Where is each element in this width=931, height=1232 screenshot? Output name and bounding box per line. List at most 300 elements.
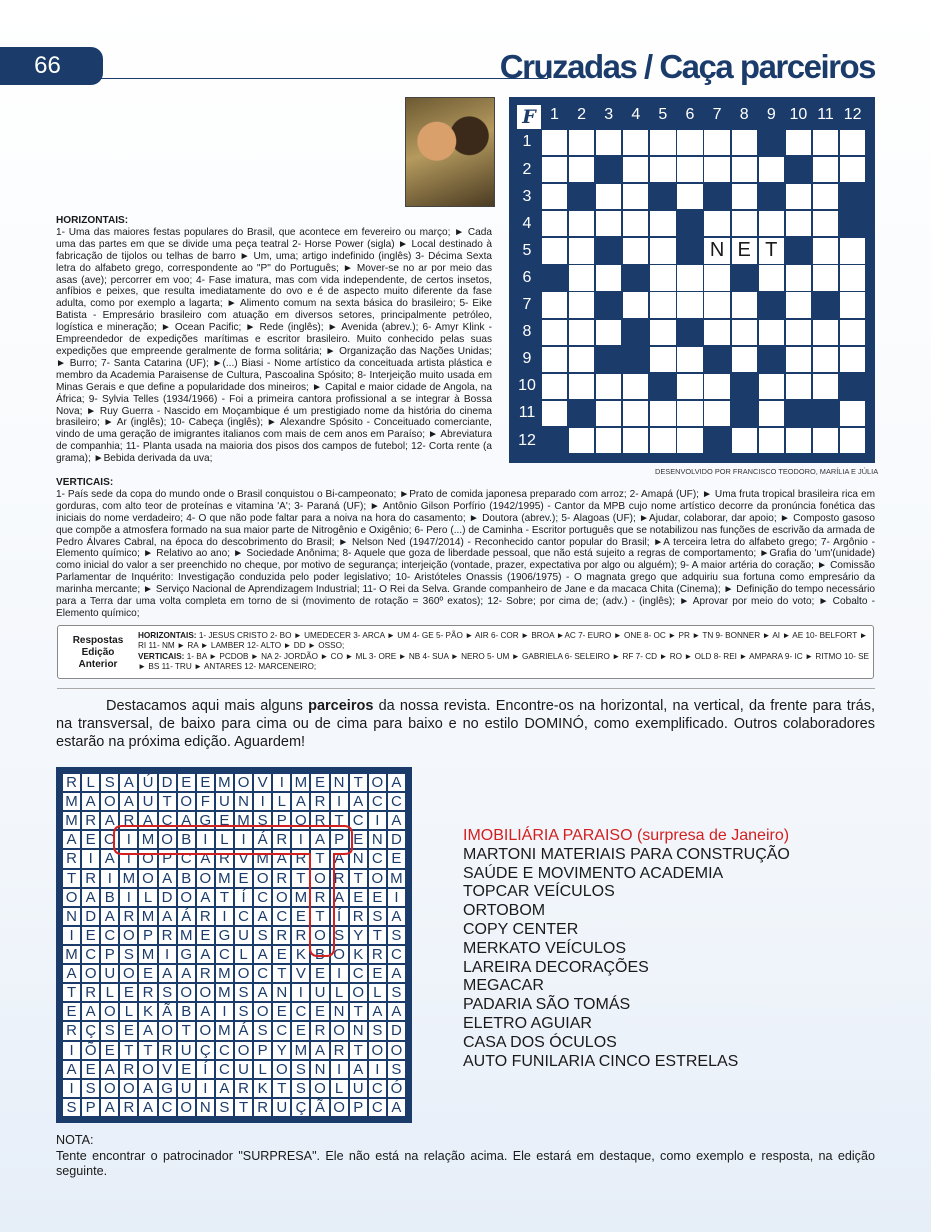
word-search-letter[interactable]: T: [349, 869, 368, 888]
crossword-cell[interactable]: [542, 238, 567, 263]
crossword-cell[interactable]: [650, 157, 675, 182]
word-search-letter[interactable]: R: [138, 983, 157, 1002]
word-search-letter[interactable]: O: [177, 1098, 196, 1117]
word-search-letter[interactable]: R: [310, 811, 329, 830]
crossword-cell[interactable]: [569, 374, 594, 399]
word-search-letter[interactable]: A: [177, 964, 196, 983]
word-search-letter[interactable]: M: [215, 869, 234, 888]
word-search-letter[interactable]: P: [349, 1098, 368, 1117]
word-search-letter[interactable]: A: [291, 792, 310, 811]
word-search-letter[interactable]: T: [138, 1041, 157, 1060]
word-search-letter[interactable]: G: [177, 945, 196, 964]
word-search-letter[interactable]: A: [196, 945, 215, 964]
word-search-letter[interactable]: T: [272, 964, 291, 983]
word-search-letter[interactable]: A: [387, 811, 406, 830]
word-search-letter[interactable]: M: [177, 926, 196, 945]
word-search-letter[interactable]: S: [215, 1098, 234, 1117]
word-search-letter[interactable]: Ú: [138, 773, 157, 792]
word-search-letter[interactable]: U: [234, 926, 253, 945]
word-search-letter[interactable]: U: [310, 983, 329, 1002]
word-search-letter[interactable]: M: [253, 849, 272, 868]
word-search-letter[interactable]: I: [330, 964, 349, 983]
word-search-letter[interactable]: O: [368, 1041, 387, 1060]
word-search-letter[interactable]: V: [291, 964, 310, 983]
word-search-letter[interactable]: Ç: [196, 1041, 215, 1060]
word-search-letter[interactable]: Ã: [310, 1098, 329, 1117]
word-search-letter[interactable]: A: [62, 830, 81, 849]
word-search-letter[interactable]: S: [368, 907, 387, 926]
crossword-cell[interactable]: [650, 320, 675, 345]
word-search-letter[interactable]: E: [349, 830, 368, 849]
word-search-letter[interactable]: R: [62, 773, 81, 792]
word-search-letter[interactable]: I: [291, 983, 310, 1002]
crossword-cell[interactable]: [786, 320, 811, 345]
word-search-letter[interactable]: E: [215, 811, 234, 830]
word-search-letter[interactable]: C: [368, 1098, 387, 1117]
word-search-letter[interactable]: R: [62, 849, 81, 868]
word-search-letter[interactable]: L: [100, 983, 119, 1002]
word-search-letter[interactable]: T: [349, 1002, 368, 1021]
word-search-letter[interactable]: A: [100, 849, 119, 868]
word-search-letter[interactable]: S: [253, 1021, 272, 1040]
word-search-letter[interactable]: T: [291, 869, 310, 888]
crossword-cell[interactable]: [732, 347, 757, 372]
word-search-letter[interactable]: S: [100, 773, 119, 792]
word-search-letter[interactable]: I: [234, 830, 253, 849]
word-search-letter[interactable]: A: [177, 811, 196, 830]
word-search-letter[interactable]: A: [138, 811, 157, 830]
crossword-cell[interactable]: [840, 238, 865, 263]
crossword-cell[interactable]: [623, 374, 648, 399]
word-search-letter[interactable]: S: [81, 1079, 100, 1098]
crossword-cell[interactable]: [650, 238, 675, 263]
word-search-letter[interactable]: R: [119, 907, 138, 926]
word-search-letter[interactable]: O: [368, 869, 387, 888]
word-search-letter[interactable]: A: [387, 907, 406, 926]
word-search-letter[interactable]: L: [330, 1079, 349, 1098]
crossword-cell[interactable]: [650, 292, 675, 317]
crossword-cell[interactable]: [623, 401, 648, 426]
word-search-letter[interactable]: Y: [272, 1041, 291, 1060]
word-search-letter[interactable]: A: [387, 964, 406, 983]
crossword-cell[interactable]: [813, 428, 838, 453]
word-search-letter[interactable]: C: [234, 907, 253, 926]
crossword-cell[interactable]: [650, 428, 675, 453]
word-search-letter[interactable]: C: [253, 888, 272, 907]
word-search-letter[interactable]: G: [158, 1079, 177, 1098]
word-search-letter[interactable]: B: [310, 945, 329, 964]
word-search-letter[interactable]: O: [310, 1079, 329, 1098]
word-search-letter[interactable]: O: [291, 811, 310, 830]
word-search-letter[interactable]: O: [368, 773, 387, 792]
word-search-letter[interactable]: N: [234, 792, 253, 811]
word-search-letter[interactable]: I: [330, 1060, 349, 1079]
word-search-letter[interactable]: A: [310, 830, 329, 849]
word-search-letter[interactable]: C: [81, 945, 100, 964]
word-search-letter[interactable]: A: [100, 811, 119, 830]
crossword-cell[interactable]: [759, 374, 784, 399]
word-search-letter[interactable]: R: [81, 869, 100, 888]
crossword-cell[interactable]: [542, 292, 567, 317]
word-search-letter[interactable]: A: [100, 907, 119, 926]
crossword-cell[interactable]: [732, 211, 757, 236]
crossword-cell[interactable]: [759, 211, 784, 236]
word-search-letter[interactable]: N: [272, 983, 291, 1002]
word-search-letter[interactable]: E: [368, 964, 387, 983]
word-search-letter[interactable]: E: [177, 1060, 196, 1079]
word-search-letter[interactable]: M: [387, 869, 406, 888]
word-search-letter[interactable]: I: [119, 830, 138, 849]
word-search-letter[interactable]: G: [196, 811, 215, 830]
crossword-cell[interactable]: [596, 428, 621, 453]
word-search-letter[interactable]: A: [62, 1060, 81, 1079]
word-search-letter[interactable]: A: [81, 792, 100, 811]
word-search-letter[interactable]: I: [387, 888, 406, 907]
word-search-letter[interactable]: E: [387, 849, 406, 868]
word-search-letter[interactable]: O: [158, 1021, 177, 1040]
word-search-letter[interactable]: E: [310, 964, 329, 983]
word-search-letter[interactable]: R: [291, 926, 310, 945]
crossword-cell[interactable]: [542, 130, 567, 155]
word-search-letter[interactable]: A: [158, 964, 177, 983]
word-search-letter[interactable]: O: [234, 1041, 253, 1060]
word-search-letter[interactable]: R: [291, 849, 310, 868]
word-search-letter[interactable]: R: [272, 869, 291, 888]
crossword-cell[interactable]: [623, 130, 648, 155]
word-search-letter[interactable]: U: [215, 792, 234, 811]
word-search-letter[interactable]: L: [330, 983, 349, 1002]
word-search-letter[interactable]: A: [253, 945, 272, 964]
word-search-letter[interactable]: O: [119, 1079, 138, 1098]
word-search-letter[interactable]: K: [253, 1079, 272, 1098]
word-search-letter[interactable]: K: [291, 945, 310, 964]
word-search-letter[interactable]: T: [158, 792, 177, 811]
word-search-letter[interactable]: S: [330, 926, 349, 945]
word-search-letter[interactable]: L: [138, 888, 157, 907]
crossword-cell[interactable]: [759, 401, 784, 426]
word-search-letter[interactable]: A: [387, 1002, 406, 1021]
crossword-cell[interactable]: [596, 184, 621, 209]
word-search-letter[interactable]: R: [119, 1060, 138, 1079]
crossword-cell[interactable]: [677, 347, 702, 372]
crossword-cell[interactable]: [813, 238, 838, 263]
word-search-letter[interactable]: O: [177, 983, 196, 1002]
word-search-letter[interactable]: Y: [349, 926, 368, 945]
crossword-cell[interactable]: [596, 401, 621, 426]
word-search-letter[interactable]: O: [234, 964, 253, 983]
word-search-letter[interactable]: T: [349, 1041, 368, 1060]
word-search-letter[interactable]: A: [196, 888, 215, 907]
word-search-letter[interactable]: I: [291, 830, 310, 849]
word-search-letter[interactable]: O: [196, 869, 215, 888]
crossword-cell[interactable]: [650, 265, 675, 290]
crossword-cell[interactable]: [677, 374, 702, 399]
word-search-letter[interactable]: S: [62, 1098, 81, 1117]
word-search-letter[interactable]: M: [62, 792, 81, 811]
crossword-cell[interactable]: [650, 211, 675, 236]
crossword-cell[interactable]: [840, 292, 865, 317]
crossword-cell[interactable]: [840, 265, 865, 290]
word-search-letter[interactable]: C: [177, 849, 196, 868]
crossword-cell[interactable]: [840, 347, 865, 372]
word-search-letter[interactable]: C: [368, 849, 387, 868]
crossword-cell[interactable]: [786, 347, 811, 372]
word-search-letter[interactable]: R: [196, 964, 215, 983]
word-search-letter[interactable]: I: [158, 945, 177, 964]
word-search-letter[interactable]: O: [100, 830, 119, 849]
word-search-letter[interactable]: S: [253, 926, 272, 945]
word-search-letter[interactable]: R: [349, 907, 368, 926]
crossword-cell[interactable]: [650, 130, 675, 155]
word-search-letter[interactable]: O: [253, 1002, 272, 1021]
word-search-letter[interactable]: S: [387, 1060, 406, 1079]
word-search-letter[interactable]: B: [177, 869, 196, 888]
word-search-letter[interactable]: O: [310, 869, 329, 888]
word-search-letter[interactable]: T: [62, 983, 81, 1002]
crossword-cell[interactable]: [786, 292, 811, 317]
word-search-letter[interactable]: A: [330, 849, 349, 868]
word-search-letter[interactable]: A: [81, 1002, 100, 1021]
word-search-letter[interactable]: C: [100, 926, 119, 945]
crossword-cell[interactable]: [704, 157, 729, 182]
word-search-letter[interactable]: G: [215, 926, 234, 945]
crossword-cell[interactable]: E: [732, 238, 757, 263]
word-search-letter[interactable]: C: [215, 1041, 234, 1060]
word-search-letter[interactable]: S: [291, 1060, 310, 1079]
word-search-letter[interactable]: A: [310, 1041, 329, 1060]
crossword-cell[interactable]: [623, 238, 648, 263]
word-search-letter[interactable]: S: [234, 983, 253, 1002]
word-search-letter[interactable]: R: [196, 907, 215, 926]
word-search-letter[interactable]: E: [81, 1060, 100, 1079]
word-search-letter[interactable]: A: [119, 792, 138, 811]
word-search-letter[interactable]: Õ: [81, 1041, 100, 1060]
word-search-letter[interactable]: M: [138, 830, 157, 849]
crossword-cell[interactable]: [677, 428, 702, 453]
word-search-letter[interactable]: T: [234, 1098, 253, 1117]
crossword-cell[interactable]: [542, 401, 567, 426]
word-search-letter[interactable]: M: [215, 983, 234, 1002]
word-search-letter[interactable]: Á: [234, 1021, 253, 1040]
crossword-cell[interactable]: [732, 320, 757, 345]
word-search-letter[interactable]: O: [177, 888, 196, 907]
word-search-letter[interactable]: T: [330, 811, 349, 830]
crossword-cell[interactable]: [623, 184, 648, 209]
crossword-cell[interactable]: [650, 401, 675, 426]
word-search-letter[interactable]: A: [215, 1079, 234, 1098]
word-search-letter[interactable]: A: [349, 792, 368, 811]
word-search-letter[interactable]: I: [81, 849, 100, 868]
crossword-cell[interactable]: [569, 265, 594, 290]
word-search-letter[interactable]: M: [138, 945, 157, 964]
crossword-cell[interactable]: N: [704, 238, 729, 263]
word-search-letter[interactable]: M: [234, 811, 253, 830]
crossword-cell[interactable]: [732, 130, 757, 155]
word-search-letter[interactable]: E: [310, 1002, 329, 1021]
word-search-letter[interactable]: E: [196, 926, 215, 945]
word-search-letter[interactable]: N: [349, 1021, 368, 1040]
word-search-letter[interactable]: O: [234, 773, 253, 792]
crossword-cell[interactable]: [542, 374, 567, 399]
word-search-letter[interactable]: O: [119, 964, 138, 983]
crossword-cell[interactable]: [542, 157, 567, 182]
word-search-letter[interactable]: I: [100, 869, 119, 888]
word-search-letter[interactable]: P: [253, 1041, 272, 1060]
word-search-letter[interactable]: V: [158, 1060, 177, 1079]
crossword-cell[interactable]: [542, 211, 567, 236]
crossword-cell[interactable]: [704, 211, 729, 236]
word-search-letter[interactable]: T: [310, 849, 329, 868]
word-search-letter[interactable]: U: [177, 1041, 196, 1060]
word-search-letter[interactable]: C: [158, 1098, 177, 1117]
word-search-letter[interactable]: I: [62, 1079, 81, 1098]
crossword-cell[interactable]: [623, 428, 648, 453]
word-search-letter[interactable]: U: [138, 792, 157, 811]
crossword-cell[interactable]: [596, 130, 621, 155]
word-search-letter[interactable]: B: [177, 1002, 196, 1021]
crossword-cell[interactable]: [677, 157, 702, 182]
crossword-cell[interactable]: [759, 265, 784, 290]
word-search-letter[interactable]: O: [310, 926, 329, 945]
word-search-letter[interactable]: Í: [196, 1060, 215, 1079]
word-search-letter[interactable]: A: [253, 983, 272, 1002]
crossword-cell[interactable]: [813, 184, 838, 209]
word-search-letter[interactable]: R: [234, 1079, 253, 1098]
word-search-letter[interactable]: M: [215, 773, 234, 792]
word-search-letter[interactable]: O: [138, 1060, 157, 1079]
crossword-cell[interactable]: [542, 320, 567, 345]
crossword-cell[interactable]: [677, 401, 702, 426]
word-search-letter[interactable]: A: [138, 1098, 157, 1117]
word-search-letter[interactable]: R: [310, 1021, 329, 1040]
word-search-letter[interactable]: A: [81, 888, 100, 907]
word-search-letter[interactable]: A: [119, 773, 138, 792]
word-search-letter[interactable]: O: [349, 983, 368, 1002]
crossword-cell[interactable]: [813, 320, 838, 345]
crossword-cell[interactable]: [786, 428, 811, 453]
word-search-letter[interactable]: E: [177, 773, 196, 792]
crossword-cell[interactable]: [759, 428, 784, 453]
crossword-cell[interactable]: [596, 320, 621, 345]
word-search-letter[interactable]: A: [100, 1060, 119, 1079]
word-search-letter[interactable]: E: [119, 1021, 138, 1040]
word-search-letter[interactable]: T: [368, 926, 387, 945]
word-search-letter[interactable]: L: [368, 983, 387, 1002]
word-search-letter[interactable]: Ã: [158, 1002, 177, 1021]
word-search-letter[interactable]: S: [100, 1021, 119, 1040]
word-search-letter[interactable]: A: [272, 849, 291, 868]
word-search-letter[interactable]: U: [177, 1079, 196, 1098]
crossword-cell[interactable]: [569, 428, 594, 453]
word-search-letter[interactable]: O: [100, 792, 119, 811]
word-search-letter[interactable]: O: [330, 945, 349, 964]
word-search-letter[interactable]: A: [253, 907, 272, 926]
word-search-letter[interactable]: O: [100, 1079, 119, 1098]
crossword-cell[interactable]: [542, 184, 567, 209]
word-search-letter[interactable]: E: [349, 888, 368, 907]
word-search-letter[interactable]: C: [349, 964, 368, 983]
crossword-cell[interactable]: [759, 157, 784, 182]
word-search-letter[interactable]: A: [368, 1002, 387, 1021]
word-search-letter[interactable]: E: [272, 945, 291, 964]
word-search-letter[interactable]: T: [310, 907, 329, 926]
word-search-letter[interactable]: S: [387, 983, 406, 1002]
word-search-letter[interactable]: T: [119, 849, 138, 868]
word-search-letter[interactable]: R: [253, 1098, 272, 1117]
word-search-letter[interactable]: E: [138, 964, 157, 983]
crossword-cell[interactable]: [704, 265, 729, 290]
word-search-letter[interactable]: R: [310, 888, 329, 907]
word-search-letter[interactable]: Á: [253, 830, 272, 849]
word-search-letter[interactable]: O: [330, 1098, 349, 1117]
word-search-letter[interactable]: P: [158, 849, 177, 868]
word-search-letter[interactable]: C: [368, 1079, 387, 1098]
word-search-letter[interactable]: C: [387, 945, 406, 964]
crossword-cell[interactable]: [813, 374, 838, 399]
crossword-cell[interactable]: [569, 211, 594, 236]
crossword-cell[interactable]: [623, 292, 648, 317]
word-search-letter[interactable]: E: [100, 1041, 119, 1060]
word-search-letter[interactable]: O: [196, 983, 215, 1002]
word-search-letter[interactable]: N: [368, 830, 387, 849]
word-search-letter[interactable]: Ç: [81, 1021, 100, 1040]
word-search-letter[interactable]: C: [215, 945, 234, 964]
word-search-letter[interactable]: A: [387, 1098, 406, 1117]
word-search-letter[interactable]: E: [234, 869, 253, 888]
crossword-cell[interactable]: [786, 211, 811, 236]
word-search-letter[interactable]: U: [272, 1098, 291, 1117]
word-search-letter[interactable]: I: [253, 792, 272, 811]
word-search-letter[interactable]: N: [196, 1098, 215, 1117]
word-search-letter[interactable]: M: [62, 945, 81, 964]
crossword-cell[interactable]: [623, 157, 648, 182]
word-search-letter[interactable]: A: [349, 1060, 368, 1079]
word-search-letter[interactable]: T: [177, 1021, 196, 1040]
word-search-letter[interactable]: R: [215, 849, 234, 868]
crossword-cell[interactable]: [840, 130, 865, 155]
word-search-letter[interactable]: E: [291, 907, 310, 926]
crossword-cell[interactable]: [732, 184, 757, 209]
word-search-letter[interactable]: A: [62, 964, 81, 983]
word-search-letter[interactable]: S: [368, 1021, 387, 1040]
word-search-letter[interactable]: D: [158, 773, 177, 792]
word-search-letter[interactable]: C: [349, 811, 368, 830]
word-search-letter[interactable]: P: [100, 945, 119, 964]
word-search-letter[interactable]: R: [81, 811, 100, 830]
crossword-cell[interactable]: [813, 211, 838, 236]
word-search-letter[interactable]: I: [330, 792, 349, 811]
word-search-letter[interactable]: F: [196, 792, 215, 811]
word-search-letter[interactable]: U: [100, 964, 119, 983]
word-search-letter[interactable]: I: [119, 888, 138, 907]
word-search-letter[interactable]: N: [330, 1002, 349, 1021]
crossword-cell[interactable]: [813, 265, 838, 290]
word-search-letter[interactable]: I: [62, 926, 81, 945]
word-search-letter[interactable]: I: [196, 830, 215, 849]
word-search-letter[interactable]: M: [215, 1021, 234, 1040]
word-search-letter[interactable]: I: [215, 907, 234, 926]
word-search-letter[interactable]: M: [138, 907, 157, 926]
word-search-letter[interactable]: E: [62, 1002, 81, 1021]
word-search-letter[interactable]: C: [272, 907, 291, 926]
crossword-cell[interactable]: [677, 292, 702, 317]
word-search-letter[interactable]: A: [158, 907, 177, 926]
crossword-cell[interactable]: [677, 184, 702, 209]
word-search-letter[interactable]: U: [234, 1060, 253, 1079]
word-search-letter[interactable]: R: [310, 792, 329, 811]
word-search-letter[interactable]: A: [330, 888, 349, 907]
word-search-letter[interactable]: S: [253, 811, 272, 830]
